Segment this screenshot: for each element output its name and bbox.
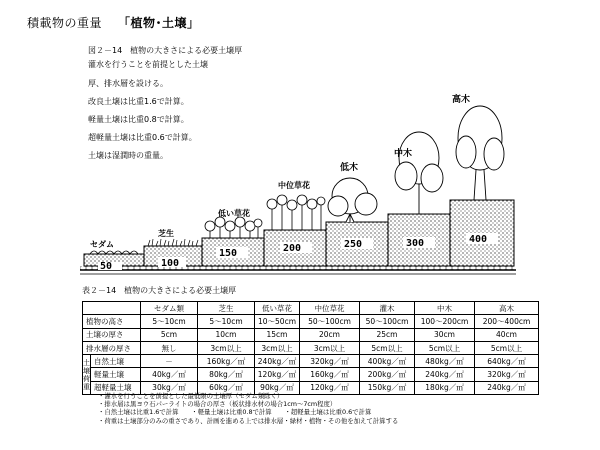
table-row (83, 355, 539, 368)
table-header: 高木 (475, 302, 539, 315)
table-footnotes (98, 392, 398, 425)
table-row (83, 328, 539, 341)
label-tall-tree: 高木 (452, 95, 471, 105)
table-cell: 3cm以上 (255, 341, 300, 354)
table-cell: 240kg／㎡ (475, 381, 539, 394)
footnote: ・排水層は黒ヨウ石パーライトの場合の厚さ（板状排水材の場合1cm～7cm程度） (98, 400, 337, 409)
table-cell: 5cm以上 (360, 341, 415, 354)
label-mid-flower: 中位草花 (278, 181, 310, 190)
table-header: 中位草花 (300, 302, 360, 315)
table-cell: 120kg／㎡ (255, 368, 300, 381)
label-lawn: 芝生 (158, 229, 174, 238)
table-cell: 200～400cm (475, 315, 539, 328)
row-label: 排水層の厚さ (83, 341, 141, 354)
figure-note: 軽量土壌は比重0.8で計算。 (88, 115, 189, 124)
table-cell: 3cm以上 (300, 341, 360, 354)
depth-label: 100 (161, 258, 180, 269)
row-label: 軽量土壌 (91, 368, 141, 381)
table-cell: 50～100cm (360, 315, 415, 328)
table-cell: 90kg／㎡ (255, 381, 300, 394)
table-cell: 30cm (415, 328, 475, 341)
table-cell: 5～10cm (141, 315, 198, 328)
table-cell: 400kg／㎡ (360, 355, 415, 368)
table-cell: 320kg／㎡ (475, 368, 539, 381)
table-cell: 30kg／㎡ (141, 381, 198, 394)
table-cell: 100～200cm (415, 315, 475, 328)
table-cell: 5cm以上 (475, 341, 539, 354)
table-cell: 150kg／㎡ (360, 381, 415, 394)
footnote: ・灌水を行うことを前提とした最低限の土壌厚（セダム類除く） (98, 392, 284, 400)
table-row (83, 368, 539, 381)
table-header-row (83, 302, 539, 315)
figure-note: 灌水を行うことを前提とした土壌 (88, 60, 208, 69)
table-cell: 160kg／㎡ (198, 355, 255, 368)
table-cell: 25cm (360, 328, 415, 341)
table-cell: 5cm以上 (415, 341, 475, 354)
table-cell: 640kg／㎡ (475, 355, 539, 368)
table-cell: 40cm (475, 328, 539, 341)
table-header: 低い草花 (255, 302, 300, 315)
label-sedum: セダム (90, 240, 114, 249)
table-cell: 15cm (255, 328, 300, 341)
table-header: 中木 (415, 302, 475, 315)
table-header: 灌木 (360, 302, 415, 315)
table-caption: 表２－14 植物の大きさによる必要土壌厚 (82, 286, 237, 295)
table-cell: 5～10cm (198, 315, 255, 328)
table-cell: － (141, 355, 198, 368)
soil-table (82, 301, 539, 395)
table-cell: 200kg／㎡ (360, 368, 415, 381)
table-cell: 160kg／㎡ (300, 368, 360, 381)
depth-label: 200 (283, 243, 302, 254)
page-title-keyword: 「植物･土壌」 (118, 16, 200, 30)
table-cell: 240kg／㎡ (415, 368, 475, 381)
table-cell: 20cm (300, 328, 360, 341)
depth-label: 150 (219, 248, 238, 259)
table-header: 芝生 (198, 302, 255, 315)
figure-caption: 図２－14 植物の大きさによる必要土壌厚 (88, 46, 243, 55)
table-cell: 5cm (141, 328, 198, 341)
depth-label: 400 (469, 234, 488, 245)
table-cell: 10cm (198, 328, 255, 341)
table-cell: 3cm以上 (198, 341, 255, 354)
table-row (83, 341, 539, 354)
label-shrub: 低木 (340, 163, 359, 173)
table-cell: 180kg／㎡ (415, 381, 475, 394)
table-cell: 10～50cm (255, 315, 300, 328)
row-label: 超軽量土壌 (91, 381, 141, 394)
table-header: セダム類 (141, 302, 198, 315)
table-cell: 240kg／㎡ (255, 355, 300, 368)
table-cell: 80kg／㎡ (198, 368, 255, 381)
table-cell: 480kg／㎡ (415, 355, 475, 368)
table-cell: 40kg／㎡ (141, 368, 198, 381)
depth-label: 50 (100, 261, 113, 272)
table-cell: 60kg／㎡ (198, 381, 255, 394)
table-cell: 320kg／㎡ (300, 355, 360, 368)
figure-note: 土壌は湿潤時の重量。 (88, 151, 168, 160)
soil-depth-illustration (78, 92, 518, 282)
page-title-prefix: 積載物の重量 (27, 16, 103, 30)
table-cell: 120kg／㎡ (300, 381, 360, 394)
figure-note: 改良土壌は比重1.6で計算。 (88, 97, 189, 106)
group-label: 土壌荷重 (83, 355, 91, 395)
row-label: 土壌の厚さ (83, 328, 141, 341)
table-cell: 50～100cm (300, 315, 360, 328)
footnote: ・自然土壌は比重1.6で計算 ・軽量土壌は比重0.8で計算 ・超軽量土壌は比重0.6で計算 (98, 408, 372, 417)
footnote: ・荷重は土壌部分のみの重さであり、計画を進める上では排水層・緑材・植物・その他を加えて計算する (98, 416, 399, 425)
table-cell: 無し (141, 341, 198, 354)
label-low-flower: 低い草花 (218, 209, 250, 218)
row-label: 自然土壌 (91, 355, 141, 368)
depth-label: 250 (344, 239, 363, 250)
figure-note: 厚、排水層を設ける。 (88, 79, 168, 88)
label-mid-tree: 中木 (394, 149, 413, 159)
figure-note: 超軽量土壌は比重0.6で計算。 (88, 133, 197, 142)
page-title (27, 14, 200, 31)
row-label: 植物の高さ (83, 315, 141, 328)
table-row (83, 315, 539, 328)
depth-label: 300 (406, 238, 425, 249)
